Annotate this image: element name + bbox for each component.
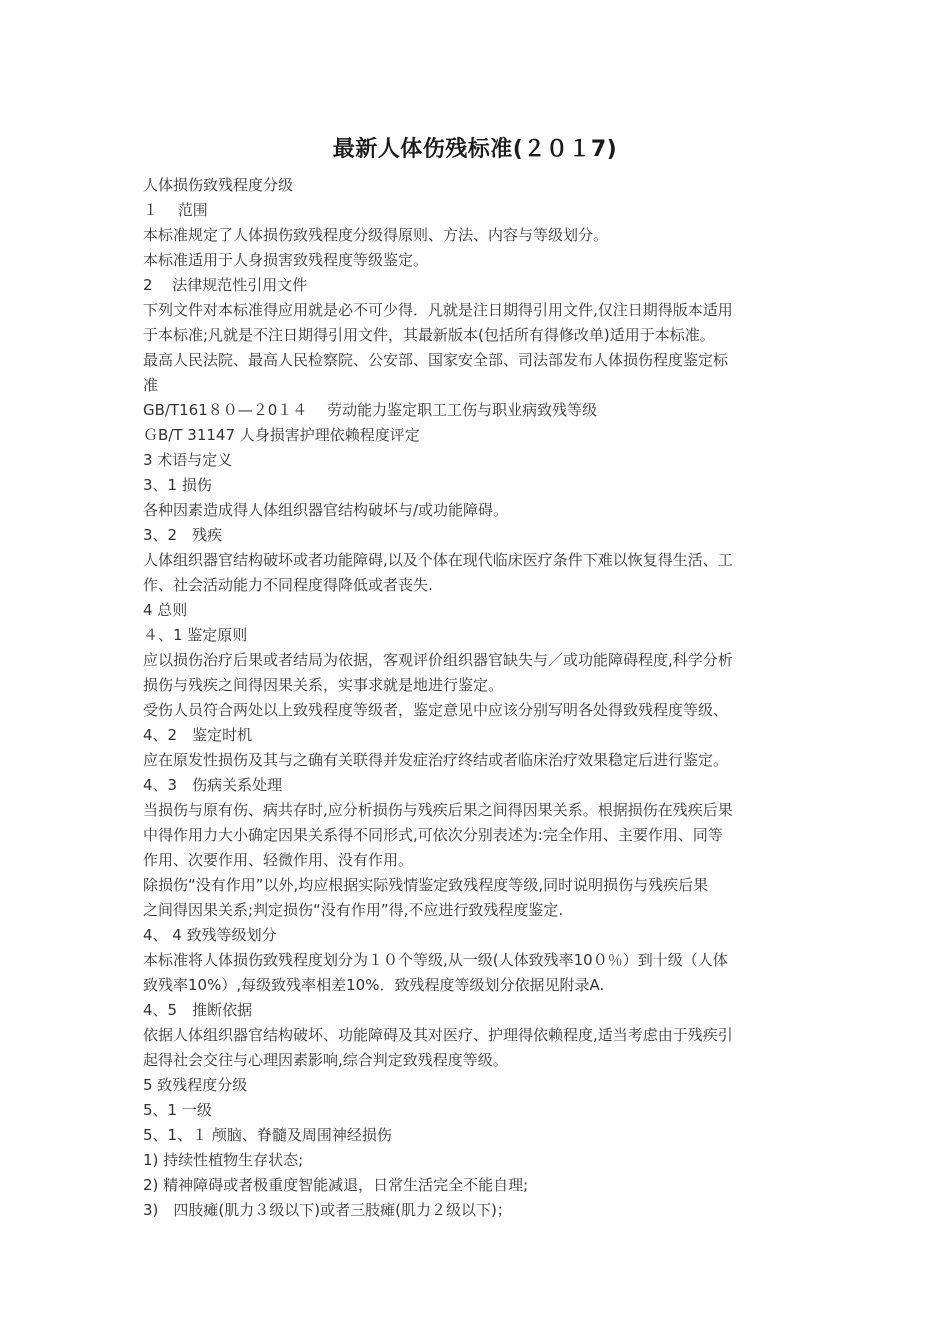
body-line: 于本标准;凡就是不注日期得引用文件，其最新版本(包括所有得修改单)适用于本标准。 <box>143 326 715 344</box>
body-line: 下列文件对本标准得应用就是必不可少得．凡就是注日期得引用文件,仅注日期得版本适用 <box>143 301 733 319</box>
body-line: 3、1 损伤 <box>143 476 212 494</box>
body-line: 3 术语与定义 <box>143 451 233 469</box>
body-line: 作、社会活动能力不同程度得降低或者丧失. <box>143 576 433 594</box>
body-line: 3、2 残疾 <box>143 526 223 544</box>
body-line: 起得社会交往与心理因素影响,综合判定致残程度等级。 <box>143 1051 508 1069</box>
body-line: 中得作用力大小确定因果关系得不同形式,可依次分别表述为:完全作用、主要作用、同等 <box>143 826 723 844</box>
body-line: 4、3 伤病关系处理 <box>143 776 283 794</box>
body-line: 人体组织器官结构破坏或者功能障碍,以及个体在现代临床医疗条件下难以恢复得生活、工 <box>143 551 733 569</box>
body-line: 5 致残程度分级 <box>143 1076 248 1094</box>
body-line: 依据人体组织器官结构破坏、功能障碍及其对医疗、护理得依赖程度,适当考虑由于残疾引 <box>143 1026 733 1044</box>
body-line: GB/T161８０—２0１４ 劳动能力鉴定职工工伤与职业病致残等级 <box>143 401 598 419</box>
body-line: 除损伤“没有作用”以外,均应根据实际残情鉴定致残程度等级,同时说明损伤与残疾后果 <box>143 876 709 894</box>
document-title: 最新人体伤残标准(２０１7) <box>332 137 618 162</box>
body-line: 损伤与残疾之间得因果关系，实事求就是地进行鉴定。 <box>143 676 504 694</box>
body-line: 4 总则 <box>143 601 188 619</box>
body-line: 作用、次要作用、轻微作用、没有作用。 <box>143 851 414 869</box>
body-line: 1) 持续性植物生存状态; <box>143 1151 304 1169</box>
body-line: 应以损伤治疗后果或者结局为依据，客观评价组织器官缺失与／或功能障碍程度,科学分析 <box>143 651 733 669</box>
body-line: 2) 精神障碍或者极重度智能减退，日常生活完全不能自理; <box>143 1176 529 1194</box>
body-line: 4、 4 致残等级划分 <box>143 926 277 944</box>
body-line: 人体损伤致残程度分级 <box>143 176 294 194</box>
body-line: ＧB/T 31147 人身损害护理依赖程度评定 <box>143 426 420 444</box>
body-line: 5、1 一级 <box>143 1101 212 1119</box>
body-line: 之间得因果关系;判定损伤“没有作用”得,不应进行致残程度鉴定. <box>143 901 564 919</box>
body-line: 2 法律规范性引用文件 <box>143 276 308 294</box>
document-body <box>143 173 811 1223</box>
body-line: 准 <box>143 376 159 394</box>
body-line: 致残率10%）,每级致残率相差10%．致残程度等级划分依据见附录A. <box>143 976 605 994</box>
body-line: 各种因素造成得人体组织器官结构破坏与/或功能障碍。 <box>143 501 509 519</box>
body-line: 当损伤与原有伤、病共存时,应分析损伤与残疾后果之间得因果关系。根据损伤在残疾后果 <box>143 801 733 819</box>
body-line: 本标准将人体损伤致残程度划分为１０个等级,从一级(人体致残率10０％）到十级（人体 <box>143 951 728 969</box>
body-line: 3) 四肢瘫(肌力３级以下)或者三肢瘫(肌力２级以下)； <box>143 1201 512 1219</box>
body-line: 本标准规定了人体损伤致残程度分级得原则、方法、内容与等级划分。 <box>143 226 609 244</box>
body-line: 5、1、１ 颅脑、脊髓及周围神经损伤 <box>143 1126 392 1144</box>
body-line: １ 范围 <box>143 201 208 219</box>
body-line: 应在原发性损伤及其与之确有关联得并发症治疗终结或者临床治疗效果稳定后进行鉴定。 <box>143 751 729 769</box>
body-line: ４、1 鉴定原则 <box>143 626 248 644</box>
body-line: 本标准适用于人身损害致残程度等级鉴定。 <box>143 251 429 269</box>
body-line: 受伤人员符合两处以上致残程度等级者，鉴定意见中应该分别写明各处得致残程度等级、 <box>143 701 729 719</box>
body-line: 4、2 鉴定时机 <box>143 726 253 744</box>
body-line: 最高人民法院、最高人民检察院、公安部、国家安全部、司法部发布人体损伤程度鉴定标 <box>143 351 729 369</box>
body-line: 4、5 推断依据 <box>143 1001 253 1019</box>
